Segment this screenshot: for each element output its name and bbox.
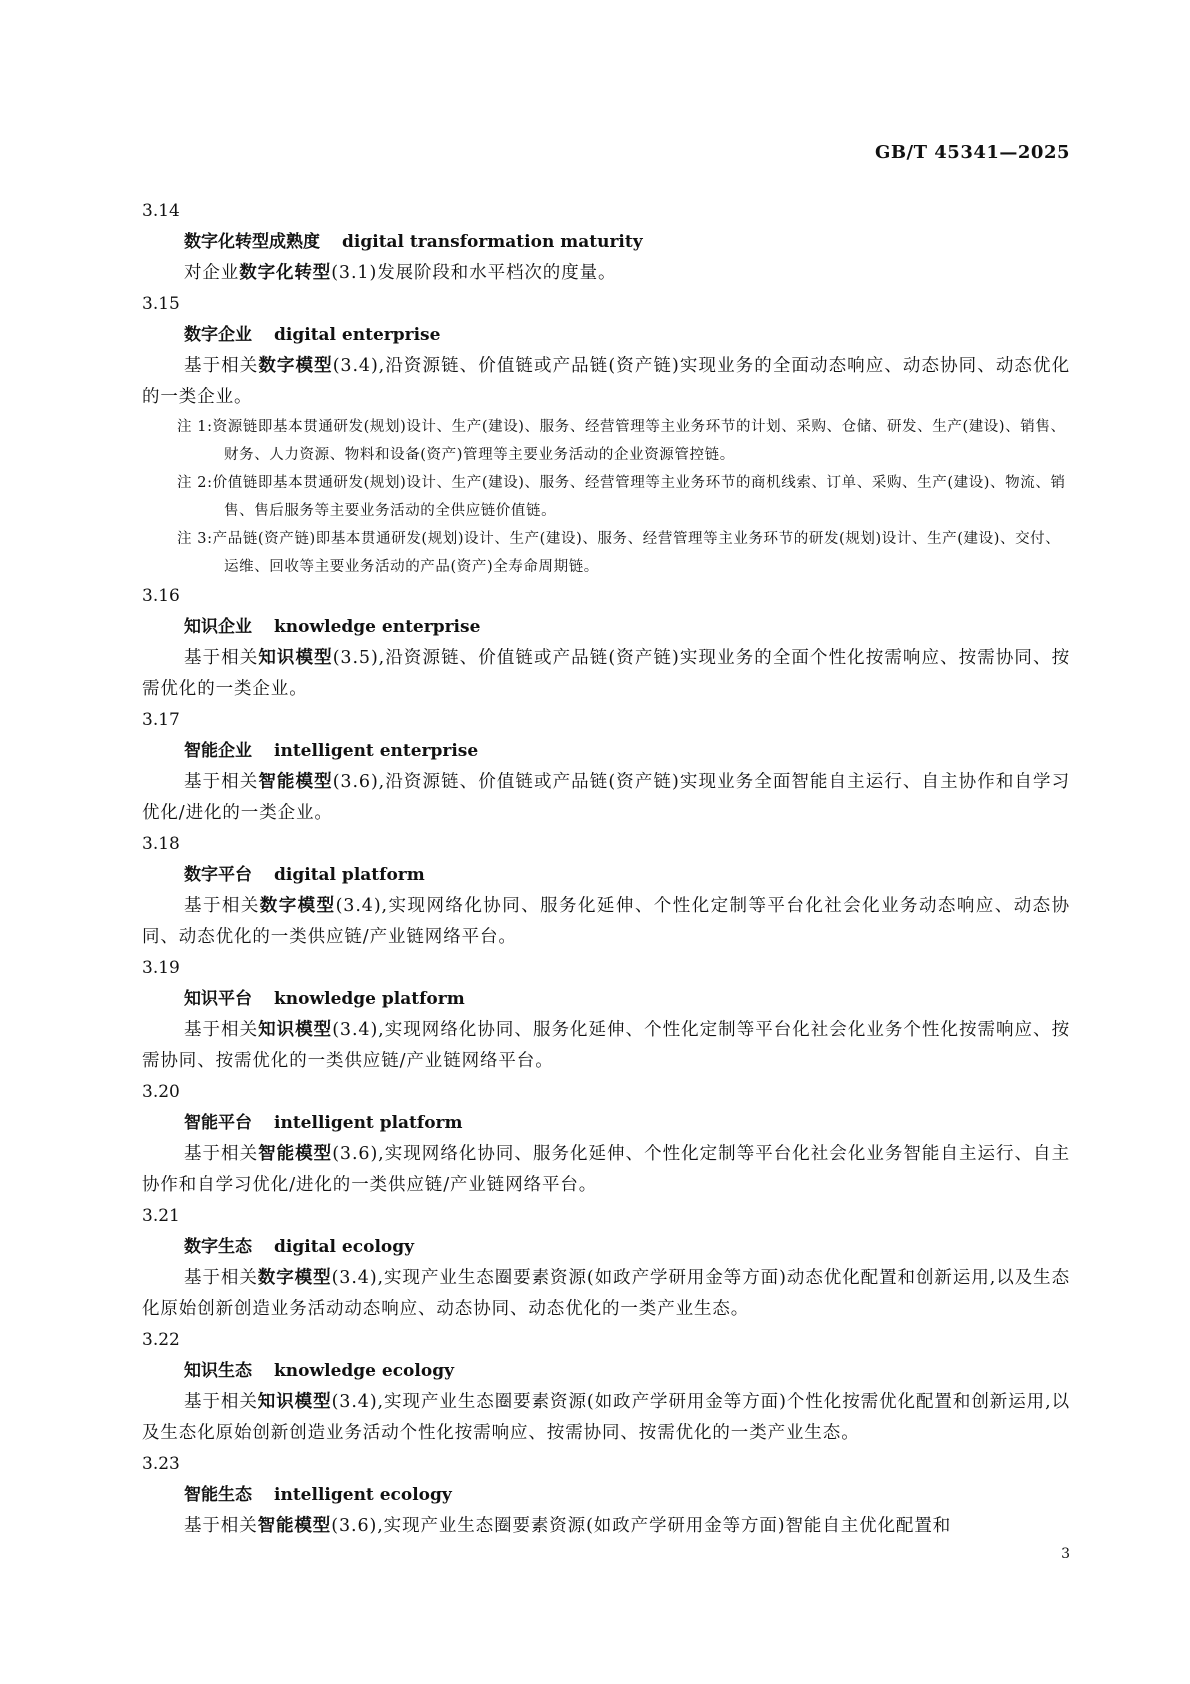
- term-en: intelligent ecology: [274, 1485, 452, 1505]
- def-ref-term: 智能模型: [258, 772, 333, 792]
- def-ref-term: 智能模型: [257, 1516, 332, 1536]
- term-number: 3.15: [142, 294, 180, 314]
- def-ref-term: 数字化转型: [239, 263, 332, 283]
- term-zh: 智能平台: [184, 1113, 252, 1133]
- def-text: (3.4),实现产业生态圈要素资源(如政产学研用金等方面)个性化按需优化配置和创新运用,以及生态化原始创新创造业务活动个性化按需响应、按需协同、按需优化的一类产业生态。: [142, 1392, 1070, 1443]
- term-number: 3.19: [142, 958, 180, 978]
- term-en: digital platform: [274, 865, 425, 885]
- term-heading: [142, 984, 1070, 1015]
- term-en: knowledge ecology: [274, 1361, 454, 1381]
- def-text: (3.1)发展阶段和水平档次的度量。: [331, 263, 617, 283]
- def-text: 基于相关: [184, 896, 260, 916]
- term-number: 3.14: [142, 201, 180, 221]
- term-entry: [142, 581, 1070, 705]
- term-note: 注 2:价值链即基本贯通研发(规划)设计、生产(建设)、服务、经营管理等主业务环节的商机线索、订单、采购、生产(建设)、物流、销售、售后服务等主要业务活动的全供应链价值链。: [177, 475, 1066, 519]
- term-en: digital transformation maturity: [342, 232, 643, 252]
- document-number: GB/T 45341—2025: [874, 142, 1070, 163]
- term-heading: [142, 1356, 1070, 1387]
- def-text: (3.4),实现网络化协同、服务化延伸、个性化定制等平台化社会化业务个性化按需响应、按需协同、按需优化的一类供应链/产业链网络平台。: [142, 1020, 1070, 1071]
- def-text: 对企业: [184, 263, 240, 283]
- def-ref-term: 数字模型: [258, 356, 333, 376]
- term-entry: [142, 829, 1070, 953]
- term-en: intelligent platform: [274, 1113, 463, 1133]
- term-number: 3.16: [142, 586, 180, 606]
- def-text: (3.6),沿资源链、价值链或产品链(资产链)实现业务全面智能自主运行、自主协作和自学习优化/进化的一类企业。: [142, 772, 1070, 823]
- def-text: 基于相关: [184, 648, 259, 668]
- term-definition: [142, 351, 1070, 413]
- term-heading: [142, 612, 1070, 643]
- term-number: 3.23: [142, 1454, 180, 1474]
- def-text: 基于相关: [184, 356, 259, 376]
- term-en: knowledge enterprise: [274, 617, 481, 637]
- term-zh: 智能生态: [184, 1485, 252, 1505]
- term-note: 注 3:产品链(资产链)即基本贯通研发(规划)设计、生产(建设)、服务、经营管理等主业务环节的研发(规划)设计、生产(建设)、交付、运维、回收等主要业务活动的产品(资产)全寿命周期链。: [177, 531, 1061, 575]
- term-definition: [142, 1139, 1070, 1201]
- terms-content: [142, 196, 1070, 1542]
- term-zh: 数字化转型成熟度: [184, 232, 320, 252]
- term-zh: 数字生态: [184, 1237, 252, 1257]
- term-entry: [142, 1449, 1070, 1542]
- term-en: digital enterprise: [274, 325, 441, 345]
- term-heading: [142, 1108, 1070, 1139]
- def-text: 基于相关: [184, 772, 259, 792]
- term-heading: [142, 1232, 1070, 1263]
- term-definition: [142, 643, 1070, 705]
- term-entry: [142, 289, 1070, 581]
- page-number: 3: [1061, 1546, 1070, 1562]
- def-ref-term: 数字模型: [259, 896, 336, 916]
- term-en: knowledge platform: [274, 989, 465, 1009]
- term-entry: [142, 196, 1070, 289]
- def-ref-term: 知识模型: [258, 648, 333, 668]
- term-definition: [142, 891, 1070, 953]
- def-text: 基于相关: [184, 1020, 259, 1040]
- term-heading: [142, 320, 1070, 351]
- def-ref-term: 数字模型: [257, 1268, 332, 1288]
- term-zh: 知识生态: [184, 1361, 252, 1381]
- term-zh: 数字平台: [184, 865, 252, 885]
- term-entry: [142, 1325, 1070, 1449]
- term-number: 3.21: [142, 1206, 180, 1226]
- term-definition: [142, 1511, 1070, 1542]
- term-zh: 数字企业: [184, 325, 252, 345]
- term-note: 注 1:资源链即基本贯通研发(规划)设计、生产(建设)、服务、经营管理等主业务环节的计划、采购、仓储、研发、生产(建设)、销售、财务、人力资源、物料和设备(资产)管理等主要业务活动的企业资源管控链。: [177, 419, 1066, 463]
- term-heading: [142, 860, 1070, 891]
- term-heading: [142, 736, 1070, 767]
- def-ref-term: 知识模型: [258, 1020, 333, 1040]
- term-entry: [142, 953, 1070, 1077]
- term-definition: [142, 258, 1070, 289]
- def-text: (3.6),实现网络化协同、服务化延伸、个性化定制等平台化社会化业务智能自主运行、自主协作和自学习优化/进化的一类供应链/产业链网络平台。: [142, 1144, 1070, 1195]
- def-text: 基于相关: [184, 1268, 258, 1288]
- term-definition: [142, 1387, 1070, 1449]
- def-text: 基于相关: [184, 1516, 258, 1536]
- def-text: (3.6),实现产业生态圈要素资源(如政产学研用金等方面)智能自主优化配置和: [331, 1516, 952, 1536]
- term-number: 3.20: [142, 1082, 180, 1102]
- term-heading: [142, 227, 1070, 258]
- term-definition: [142, 1263, 1070, 1325]
- def-text: 基于相关: [184, 1144, 259, 1164]
- term-number: 3.18: [142, 834, 180, 854]
- def-ref-term: 智能模型: [258, 1144, 333, 1164]
- def-text: (3.5),沿资源链、价值链或产品链(资产链)实现业务的全面个性化按需响应、按需协同、按需优化的一类企业。: [142, 648, 1070, 699]
- term-entry: [142, 1077, 1070, 1201]
- term-en: digital ecology: [274, 1237, 415, 1257]
- term-heading: [142, 1480, 1070, 1511]
- def-text: (3.4),实现网络化协同、服务化延伸、个性化定制等平台化社会化业务动态响应、动态协同、动态优化的一类供应链/产业链网络平台。: [142, 896, 1070, 947]
- def-text: (3.4),实现产业生态圈要素资源(如政产学研用金等方面)动态优化配置和创新运用,以及生态化原始创新创造业务活动动态响应、动态协同、动态优化的一类产业生态。: [142, 1268, 1070, 1319]
- term-definition: [142, 1015, 1070, 1077]
- def-ref-term: 知识模型: [257, 1392, 332, 1412]
- term-en: intelligent enterprise: [274, 741, 479, 761]
- term-number: 3.22: [142, 1330, 180, 1350]
- def-text: 基于相关: [184, 1392, 258, 1412]
- term-entry: [142, 705, 1070, 829]
- term-zh: 知识平台: [184, 989, 252, 1009]
- term-zh: 智能企业: [184, 741, 252, 761]
- term-zh: 知识企业: [184, 617, 252, 637]
- term-number: 3.17: [142, 710, 180, 730]
- term-entry: [142, 1201, 1070, 1325]
- term-definition: [142, 767, 1070, 829]
- def-text: (3.4),沿资源链、价值链或产品链(资产链)实现业务的全面动态响应、动态协同、动态优化的一类企业。: [142, 356, 1070, 407]
